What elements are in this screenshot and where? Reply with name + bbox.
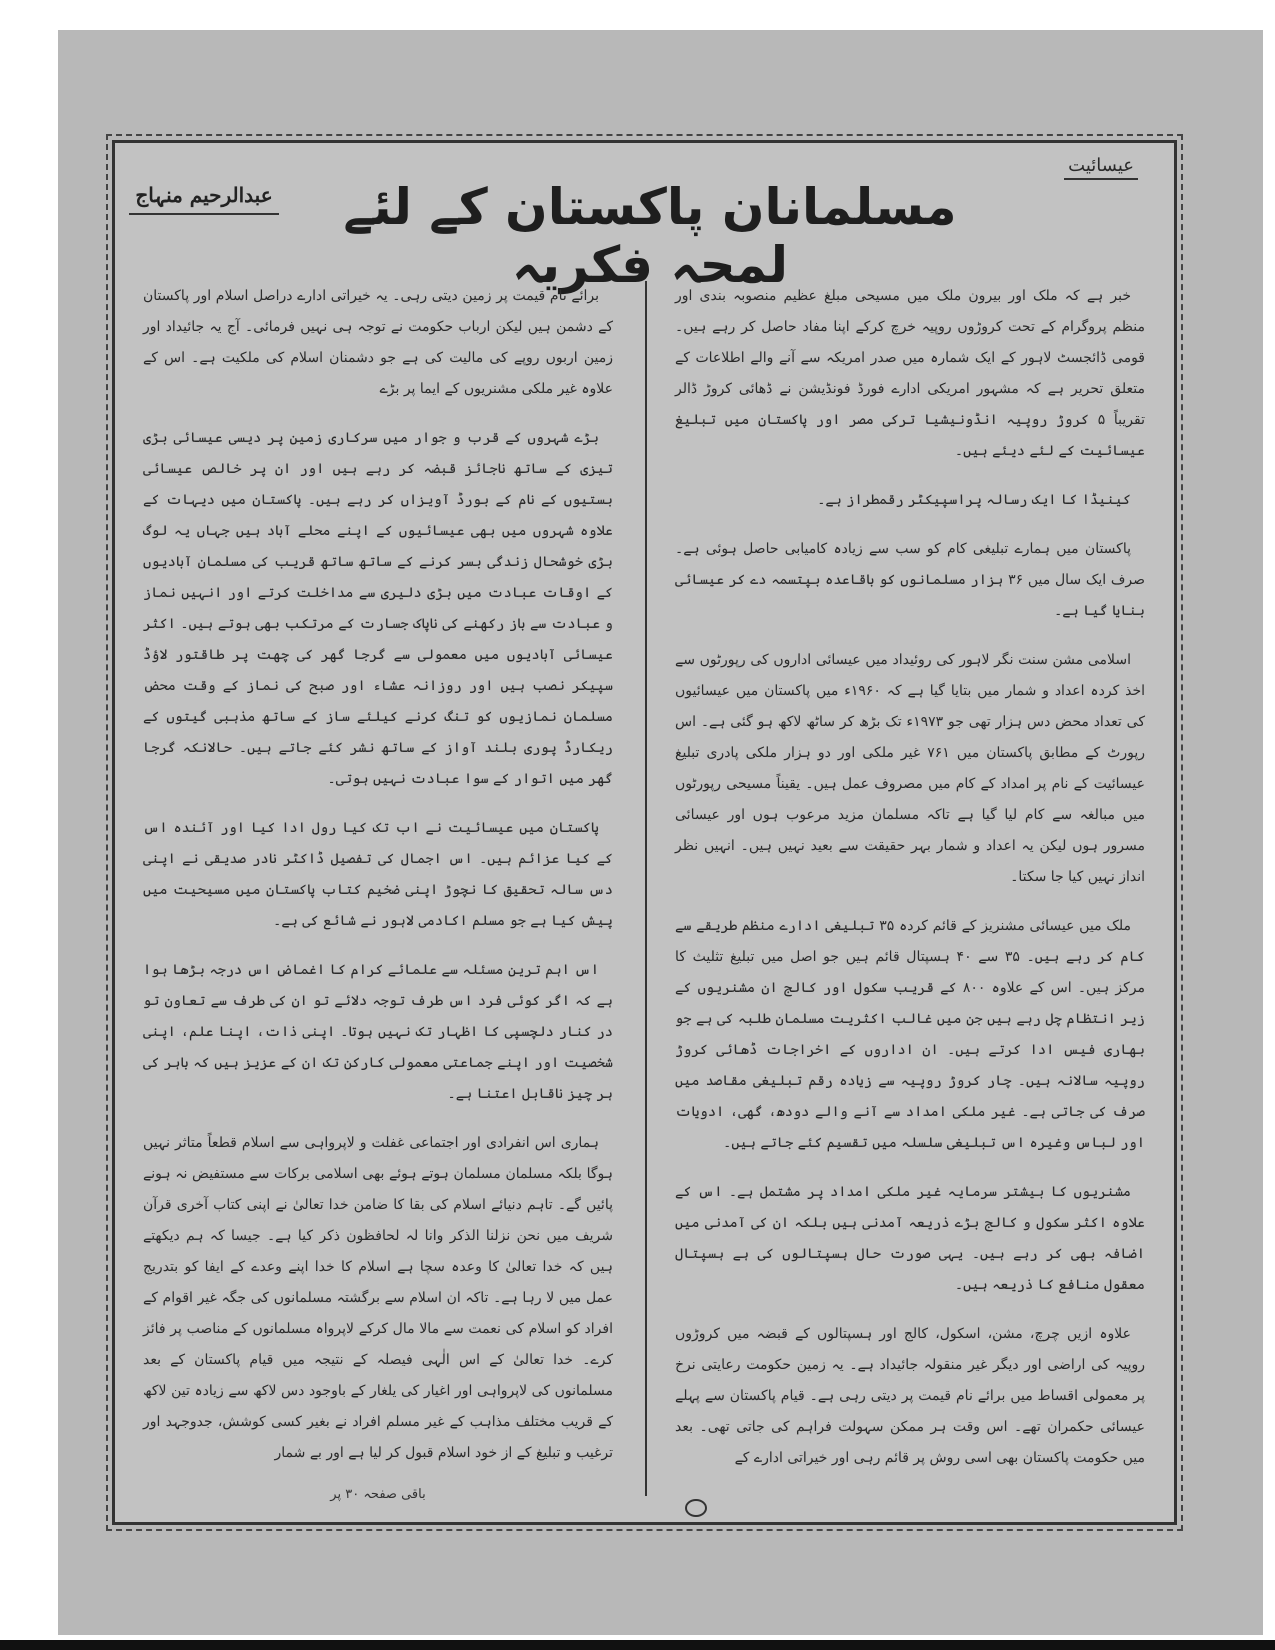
article-headline: مسلمانان پاکستان کے لئے لمحہ فکریہ (343, 178, 957, 294)
end-mark-icon (685, 1499, 707, 1517)
paragraph: کینیڈا کا ایک رسالہ پراسپیکٹر رقمطراز ہے۔ (817, 492, 1131, 508)
paragraph: علاوہ ازیں چرچ، مشن، اسکول، کالج اور ہسپتالوں کے قبضہ میں کروڑوں روپیہ کی اراضی اور دیگر غیر منقولہ جائیداد ہے۔ یہ زمین حکومت رعایتی نرخ پر معمولی اقساط میں برائے نام قیمت پر دیتی رہی ہے۔ قیام پاکستان سے پہلے عیسائی حکمران تھے۔ اس وقت ہر ممکن سہولت فراہم کی جاتی تھی۔ بعد میں حکومت پاکستان بھی اسی روش پر قائم رہی اور خیراتی ادارے کے (675, 1326, 1145, 1466)
left-column (143, 281, 613, 1502)
category-label: عیسائیت (1064, 155, 1138, 180)
paragraph: بڑے شہروں کے قرب و جوار میں سرکاری زمین پر دیسی عیسائی بڑی تیزی کے ساتھ ناجائز قبضہ کر رہے ہیں اور ان پر خالص عیسائی بستیوں کے نام کے بورڈ آویزاں کر رہے ہیں۔ پاکستان میں دیہات کے علاوہ شہروں میں بھی عیسائیوں کے اپنے محلے آباد ہیں جہاں یہ لوگ بڑی خوشحال زندگی بسر کرنے کے ساتھ ساتھ قریب کی مسلمان آبادیوں کے اوقات عبادت میں بڑی دلیری سے مداخلت کرتے اور انہیں نماز و عبادت سے باز رکھنے کی ناپاک جسارت کے مرتکب بھی ہوتے ہیں۔ اکثر عیسائی آبادیوں میں معمولی سے گرجا گھر کی چھت پر طاقتور لاؤڈ سپیکر نصب ہیں اور روزانہ عشاء اور صبح کی نماز کے وقت محض مسلمان نمازیوں کو تنگ کرنے کیلئے ساز کے ساتھ مذہبی گیتوں کے ریکارڈ پوری بلند آواز کے ساتھ نشر کئے جاتے ہیں۔ حالانکہ گرجا گھر میں اتوار کے سوا عبادت نہیں ہوتی۔ (143, 430, 613, 787)
paragraph: برائے نام قیمت پر زمین دیتی رہی۔ یہ خیراتی ادارے دراصل اسلام اور پاکستان کے دشمن ہیں لیکن ارباب حکومت نے توجہ ہی نہیں فرمائی۔ آج یہ جائیداد اور زمین اربوں روپے کی مالیت کی ہے جو دشمنان اسلام کی ملکیت ہے۔ اس کے علاوہ غیر ملکی مشنریوں کے ایما پر بڑے (143, 288, 613, 397)
author-name: عبدالرحیم منہاج (129, 183, 279, 215)
paragraph: اسلامی مشن سنت نگر لاہور کی روئیداد میں عیسائی اداروں کی رپورٹوں سے اخذ کردہ اعداد و شمار میں بتایا گیا ہے کہ ۱۹۶۰ء میں پاکستان میں عیسائیوں کی تعداد محض دس ہزار تھی جو ۱۹۷۳ء تک بڑھ کر ساٹھ لاکھ ہو گئی ہے۔ اس رپورٹ کے مطابق پاکستان میں ۷۶۱ غیر ملکی اور دو ہزار ملکی پادری تبلیغ عیسائیت کے نام پر امداد کے کام میں مصروف عمل ہیں۔ یقیناً مسیحی رپورٹوں میں مبالغہ سے کام لیا گیا ہے تاکہ مسلمان مزید مرعوب ہوں اور عیسائی مسرور ہوں لیکن یہ اعداد و شمار بہر حقیقت سے بعید نہیں ہیں۔ انہیں نظر انداز نہیں کیا جا سکتا۔ (675, 652, 1145, 885)
paragraph: مشنریوں کا بیشتر سرمایہ غیر ملکی امداد پر مشتمل ہے۔ اس کے علاوہ اکثر سکول و کالج بڑے ذریعہ آمدنی ہیں بلکہ ان کی آمدنی میں اضافہ بھی کر رہے ہیں۔ یہی صورت حال ہسپتالوں کی ہے ہسپتال معقول منافع کا ذریعہ ہیں۔ (675, 1184, 1145, 1293)
newspaper-clipping (112, 140, 1177, 1525)
paragraph: اس اہم ترین مسئلہ سے علمائے کرام کا اغماض اس درجہ بڑھا ہوا ہے کہ اگر کوئی فرد اس طرف توجہ دلائے تو ان کی طرف سے تعاون تو در کنار دلچسپی کا اظہار تک نہیں ہوتا۔ اپنی ذات، اپنا علم، اپنی شخصیت اور اپنے جماعتی معمولی کارکن تک ان کے عزیز ہیں کہ باہر کی ہر چیز ناقابل اعتنا ہے۔ (143, 962, 613, 1102)
right-column (675, 281, 1145, 1491)
paragraph: خبر ہے کہ ملک اور بیرون ملک میں مسیحی مبلغ عظیم منصوبہ بندی اور منظم پروگرام کے تحت کروڑوں روپیہ خرچ کرکے اپنا مفاد حاصل کر رہے ہیں۔ قومی ڈائجسٹ لاہور کے ایک شمارہ میں صدر امریکہ سے آنے والے اطلاعات کے متعلق تحریر ہے کہ مشہور امریکی ادارے فورڈ فونڈیشن نے ڈھائی کروڑ ڈالر تقریباً ۵ کروڑ روپیہ انڈونیشیا ترکی مصر اور پاکستان میں تبلیغ عیسائیت کے لئے دیئے ہیں۔ (675, 288, 1145, 459)
paragraph: پاکستان میں ہمارے تبلیغی کام کو سب سے زیادہ کامیابی حاصل ہوئی ہے۔ صرف ایک سال میں ۳۶ ہزار مسلمانوں کو باقاعدہ بپتسمہ دے کر عیسائی بنایا گیا ہے۔ (675, 541, 1145, 619)
scanner-edge (0, 1640, 1275, 1650)
column-divider (645, 281, 647, 1496)
continuation-note: باقی صفحہ ۳۰ پر (330, 1487, 426, 1502)
paragraph: ملک میں عیسائی مشنریز کے قائم کردہ ۳۵ تبلیغی ادارے منظم طریقے سے کام کر رہے ہیں۔ ۳۵ سے ۴۰ ہسپتال قائم ہیں جو اصل میں تبلیغ تثلیث کا مرکز ہیں۔ اس کے علاوہ ۸۰۰ کے قریب سکول اور کالج ان مشنریوں کے زیر انتظام چل رہے ہیں جن میں غالب اکثریت مسلمان طلبہ کی ہے جو بھاری فیس ادا کرتے ہیں۔ ان اداروں کے اخراجات ڈھائی کروڑ روپیہ سالانہ ہیں۔ چار کروڑ روپیہ سے زیادہ رقم تبلیغی مقاصد میں صرف کی جاتی ہے۔ غیر ملکی امداد سے آنے والے دودھ، گھی، ادویات اور لباس وغیرہ اس تبلیغی سلسلہ میں تقسیم کئے جاتے ہیں۔ (675, 918, 1145, 1151)
paragraph: ہماری اس انفرادی اور اجتماعی غفلت و لاپرواہی سے اسلام قطعاً متاثر نہیں ہوگا بلکہ مسلمان مسلمان ہوتے ہوئے بھی اسلامی برکات سے مستفیض نہ ہونے پائیں گے۔ تاہم دنیائے اسلام کی بقا کا ضامن خدا تعالیٰ نے اپنی کتاب آخری قرآن شریف میں نحن نزلنا الذکر وانا لہ لحافظون ذکر کیا ہے۔ جیسا کہ ہم دیکھتے ہیں کہ خدا تعالیٰ کا وعدہ سچا ہے اسلام کا خدا اپنے وعدے کے ایفا کو بتدریج عمل میں لا رہا ہے۔ تاکہ ان اسلام سے برگشتہ مسلمانوں کی جگہ غیر اقوام کے افراد کو اسلام کی نعمت سے مالا مال کرکے لاپرواہ مسلمانوں کے مناصب پر فائز کرے۔ خدا تعالیٰ کے اس الٰہی فیصلہ کے نتیجہ میں قیام پاکستان کے بعد مسلمانوں کی لاپرواہی اور اغیار کی یلغار کے باوجود دس لاکھ سے زیادہ تین لاکھ کے قریب مختلف مذاہب کے غیر مسلم افراد نے بغیر کسی کوشش، جدوجہد اور ترغیب و تبلیغ کے از خود اسلام قبول کر لیا ہے اور بے شمار (143, 1135, 613, 1461)
paragraph: پاکستان میں عیسائیت نے اب تک کیا رول ادا کیا اور آئندہ اس کے کیا عزائم ہیں۔ اس اجمال کی تفصیل ڈاکٹر نادر صدیقی نے اپنی دس سالہ تحقیق کا نچوڑ اپنی ضخیم کتاب پاکستان میں مسیحیت میں پیش کیا ہے جو مسلم اکادمی لاہور نے شائع کی ہے۔ (143, 820, 613, 929)
